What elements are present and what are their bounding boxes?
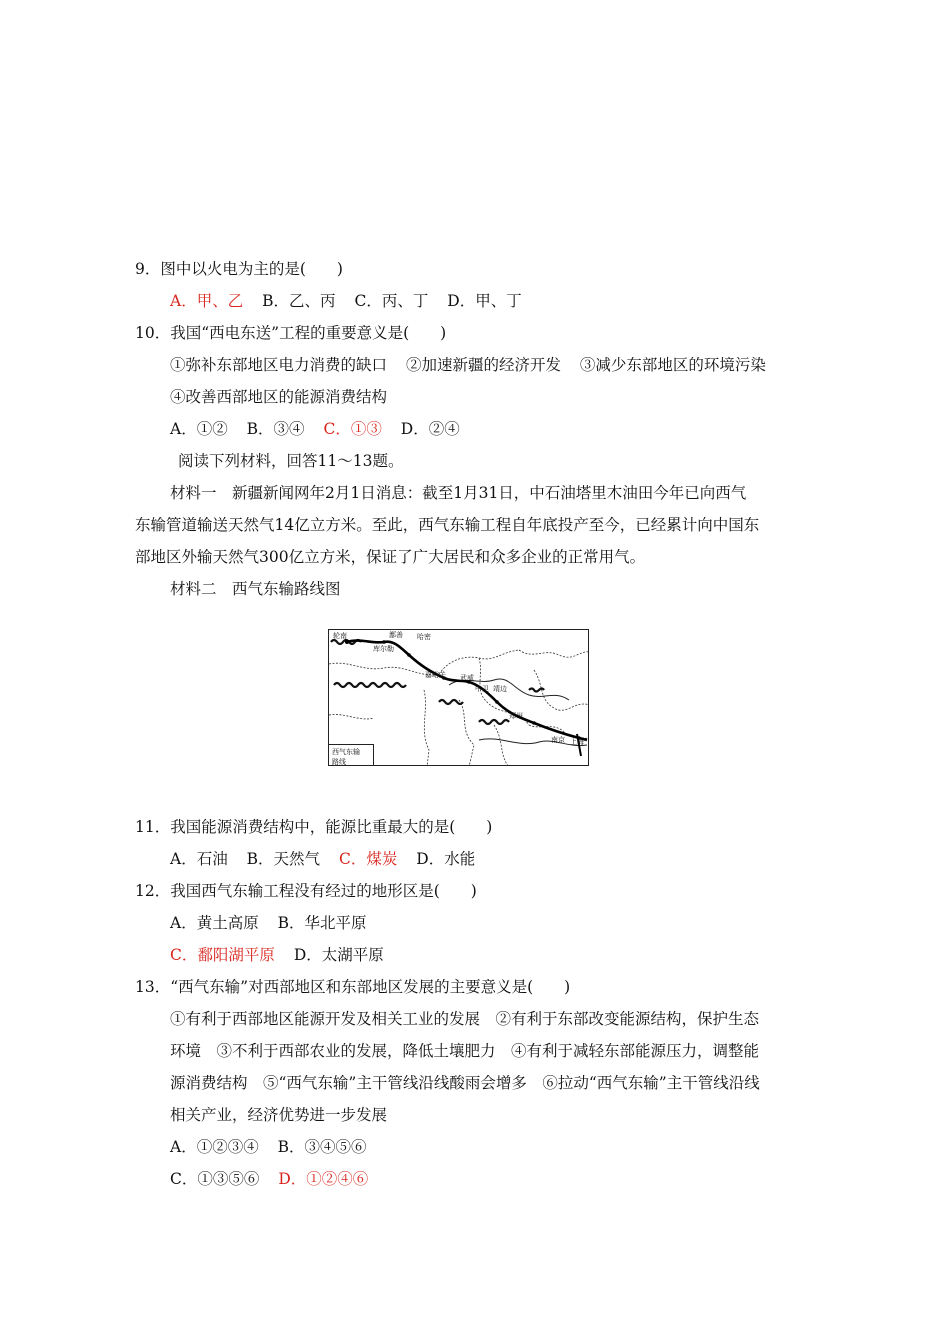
- west-east-gas-map: [328, 629, 589, 766]
- q11-option-b: B．天然气: [246, 850, 321, 868]
- city-dot: [382, 640, 386, 644]
- border-line: [519, 650, 589, 657]
- q12-stem: 12．我国西气东输工程没有经过的地形区是( ): [135, 882, 477, 900]
- material-1-line-3: 部地区外输天然气300亿立方米，保证了广大居民和众多企业的正常用气。: [135, 548, 646, 566]
- map-label-jiayuguan: 嘉峪关: [425, 671, 446, 679]
- border-line: [439, 650, 519, 674]
- q9-options: [170, 290, 522, 312]
- city-dot: [532, 721, 536, 725]
- q13-option-a: A．①②③④: [170, 1138, 259, 1156]
- map-label-shanghai: 上海: [570, 738, 584, 746]
- q11-options: [170, 848, 475, 870]
- reading-intro: 阅读下列材料，回答11～13题。: [178, 452, 404, 470]
- material-1-line-2: 东输管道输送天然气14亿立方米。至此，西气东输工程自年底投产至今，已经累计向中国东: [135, 516, 760, 534]
- border-line: [534, 670, 589, 710]
- map-label-nanjing: 南京: [551, 736, 565, 744]
- mountain-range: [334, 683, 406, 687]
- map-label-lunnan: 轮南: [333, 632, 347, 640]
- q11-option-d: D．水能: [416, 850, 476, 868]
- q9-option-c: C．丙、丁: [354, 292, 429, 310]
- q13-items-line-4: 相关产业，经济优势进一步发展: [170, 1106, 388, 1124]
- map-label-jingbian: 靖边: [493, 685, 507, 693]
- q9-option-d: D．甲、丁: [447, 292, 522, 310]
- q13-options-row-2: [170, 1168, 368, 1190]
- map-label-zhongwei: 中卫: [475, 685, 489, 693]
- q11-stem: 11．我国能源消费结构中，能源比重最大的是( ): [135, 818, 493, 836]
- q13-stem: 13．“西气东输”对西部地区和东部地区发展的主要意义是( ): [135, 978, 571, 996]
- mountain-range: [479, 720, 509, 724]
- q9-stem: 9．图中以火电为主的是( ): [135, 260, 343, 278]
- map-label-kuerle: 库尔勒: [373, 645, 394, 653]
- q13-option-d: D．①②④⑥: [278, 1170, 369, 1188]
- q10-option-b: B．③④: [246, 420, 305, 438]
- map-label-zhengzhou: 郑州: [509, 712, 523, 720]
- city-dot: [345, 640, 349, 644]
- city-dot: [407, 653, 411, 657]
- q10-option-c: C．①③: [323, 420, 382, 438]
- gas-pipeline-route: [347, 641, 587, 740]
- q11-option-c: C．煤炭: [338, 850, 398, 868]
- q11-option-a: A．石油: [170, 850, 228, 868]
- q12-option-a: A．黄土高原: [170, 914, 259, 932]
- material-1-line-1: 材料一 新疆新闻网年2月1日消息：截至1月31日，中石油塔里木油田今年已向西气: [170, 484, 747, 502]
- map-legend: [329, 744, 374, 766]
- q10-items: [170, 354, 766, 376]
- q13-items-line-1: ①有利于西部地区能源开发及相关工业的发展 ②有利于东部改变能源结构，保护生态: [170, 1010, 760, 1028]
- q9-option-a: A．甲、乙: [170, 292, 244, 310]
- q9-option-b: B．乙、丙: [262, 292, 336, 310]
- q12-option-b: B．华北平原: [277, 914, 367, 932]
- q12-option-d: D．太湖平原: [293, 946, 384, 964]
- q10-option-a: A．①②: [170, 420, 228, 438]
- map-label-hami: 哈密: [417, 633, 431, 641]
- legend-text-line-1: 西气东输: [332, 748, 360, 756]
- q10-options: [170, 418, 460, 440]
- border-line: [329, 714, 374, 719]
- material-2-caption: 材料二 西气东输路线图: [170, 580, 341, 598]
- map-label-wuwei: 武威: [460, 674, 474, 682]
- q12-option-c: C．鄱阳湖平原: [170, 946, 275, 964]
- q10-item-1: ①弥补东部地区电力消费的缺口: [170, 356, 388, 374]
- city-dot: [495, 700, 499, 704]
- q10-option-d: D．②④: [400, 420, 460, 438]
- border-line: [494, 725, 509, 766]
- q13-option-b: B．③④⑤⑥: [277, 1138, 367, 1156]
- q10-item-3: ③减少东部地区的环境污染: [579, 356, 766, 374]
- q10-item-4: ④改善西部地区的能源消费结构: [170, 388, 388, 406]
- q13-items-line-2: 环境 ③不利于西部农业的发展，降低土壤肥力 ④有利于减轻东部能源压力，调整能: [170, 1042, 760, 1060]
- q13-options-row-1: [170, 1136, 367, 1158]
- q13-option-c: C．①③⑤⑥: [170, 1170, 260, 1188]
- q10-stem: 10．我国“西电东送”工程的重要意义是( ): [135, 324, 447, 342]
- map-label-shanshan: 鄯善: [389, 631, 403, 639]
- border-line: [424, 690, 429, 766]
- legend-text-line-2: 路线: [332, 758, 346, 766]
- q13-items-line-3: 源消费结构 ⑤“西气东输”主干管线沿线酸雨会增多 ⑥拉动“西气东输”主干管线沿线: [170, 1074, 760, 1092]
- border-line: [459, 700, 474, 766]
- q10-item-2: ②加速新疆的经济开发: [405, 356, 561, 374]
- q12-options-row-1: [170, 912, 367, 934]
- q12-options-row-2: [170, 944, 384, 966]
